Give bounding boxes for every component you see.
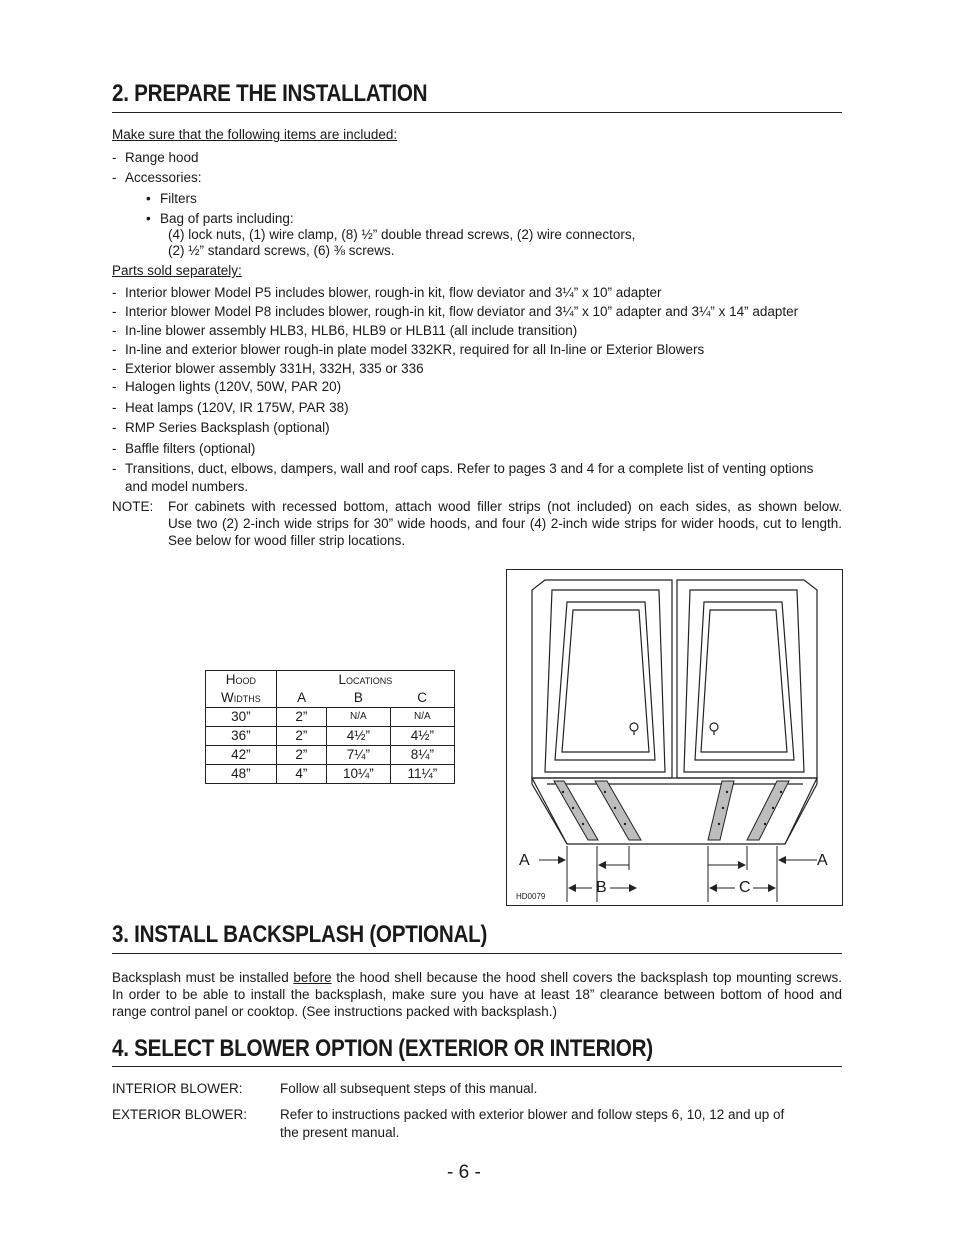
sold-item: Heat lamps (120V, IR 175W, PAR 38): [125, 400, 349, 415]
sold-item: RMP Series Backsplash (optional): [125, 420, 330, 435]
table-row: [206, 727, 455, 746]
dash: -: [112, 441, 117, 456]
sold-item: Exterior blower assembly 331H, 332H, 335 or 336: [125, 361, 424, 376]
header-widths: Widths: [221, 690, 261, 705]
label-c: C: [739, 879, 751, 896]
included-item: Accessories:: [125, 170, 202, 185]
label-b: B: [596, 879, 607, 896]
section-3-title: 3. INSTALL BACKSPLASH (OPTIONAL): [112, 921, 488, 948]
dash: -: [112, 461, 117, 476]
cell-a: 2”: [276, 746, 326, 765]
cell-b: 7¼”: [326, 746, 390, 765]
note-line: Use two (2) 2-inch wide strips for 30” wide hoods, and four (4) 2-inch wide strips for wider hoods, cut to length.: [168, 516, 842, 531]
sold-item: Halogen lights (120V, 50W, PAR 20): [125, 379, 342, 394]
sold-item: Baffle filters (optional): [125, 441, 256, 456]
table-row: [206, 765, 455, 784]
section-2-title: 2. PREPARE THE INSTALLATION: [112, 80, 428, 107]
cell-b: N/A: [326, 708, 390, 727]
interior-blower-text: Follow all subsequent steps of this manual.: [280, 1081, 538, 1096]
cell-c: 11¼”: [390, 765, 454, 784]
table-row: [206, 746, 455, 765]
table-row: [206, 708, 455, 727]
dash: -: [112, 361, 117, 376]
backsplash-text-before: before: [293, 970, 332, 985]
header-locations: Locations: [276, 671, 454, 690]
note-line: For cabinets with recessed bottom, attach wood filler strips (not included) on each sides, as shown below.: [168, 499, 842, 514]
header-hood: Hood: [225, 672, 256, 687]
backsplash-text-2: the hood shell because the hood shell covers the backsplash top mounting screws. In order to be able to install the backsplash, make sure you have at least 18” clearance between bottom of hood and range control panel or cooktop. (See instructions packed with backsplash.): [112, 970, 842, 1019]
cell-b: 10¼”: [326, 765, 390, 784]
sold-item: In-line and exterior blower rough-in plate model 332KR, required for all In-line or Exterior Blowers: [125, 342, 705, 357]
bag-line: (2) ½” standard screws, (6) ⅜ screws.: [168, 243, 395, 258]
dash: -: [112, 170, 117, 185]
dash: -: [112, 304, 117, 319]
cabinet-diagram: [506, 569, 843, 906]
figure-code: HD0079: [516, 892, 546, 901]
exterior-blower-text: Refer to instructions packed with exterior blower and follow steps 6, 10, 12 and up of: [280, 1107, 785, 1122]
accessory-item: Filters: [160, 191, 197, 206]
cell-width: 36”: [206, 727, 277, 746]
bullet: •: [146, 211, 151, 226]
cell-b: 4½”: [326, 727, 390, 746]
included-heading: Make sure that the following items are included:: [112, 127, 398, 142]
sold-item-continued: and model numbers.: [125, 479, 249, 494]
section-3-rule: [112, 953, 842, 954]
dash: -: [112, 342, 117, 357]
section-4-title: 4. SELECT BLOWER OPTION (EXTERIOR OR INTERIOR): [112, 1035, 653, 1062]
backsplash-paragraph: [112, 969, 842, 1020]
sold-heading: Parts sold separately:: [112, 263, 242, 278]
cell-a: 2”: [276, 708, 326, 727]
cell-c: 4½”: [390, 727, 454, 746]
cell-c: N/A: [390, 708, 454, 727]
bullet: •: [146, 191, 151, 206]
header-col-a: A: [276, 689, 326, 708]
cabinet-drawing: [507, 570, 844, 907]
section-4-rule: [112, 1066, 842, 1067]
sold-item: Transitions, duct, elbows, dampers, wall and roof caps. Refer to pages 3 and 4 for a complete list of venting options: [125, 461, 814, 476]
note-label: NOTE:: [112, 499, 154, 514]
sold-item: Interior blower Model P8 includes blower, rough-in kit, flow deviator and 3¼” x 10” adapter and 3¼” x 14” adapter: [125, 304, 799, 319]
sold-item: In-line blower assembly HLB3, HLB6, HLB9 or HLB11 (all include transition): [125, 323, 578, 338]
cell-c: 8¼”: [390, 746, 454, 765]
section-2-rule: [112, 112, 842, 113]
label-a-left: A: [519, 852, 530, 869]
exterior-blower-label: EXTERIOR BLOWER:: [112, 1107, 248, 1122]
included-item: Range hood: [125, 150, 199, 165]
header-col-b: B: [353, 690, 363, 705]
cell-a: 4”: [276, 765, 326, 784]
interior-blower-label: INTERIOR BLOWER:: [112, 1081, 243, 1096]
dash: -: [112, 323, 117, 338]
dash: -: [112, 400, 117, 415]
cell-a: 2”: [276, 727, 326, 746]
exterior-blower-text: the present manual.: [280, 1125, 400, 1140]
accessory-item: Bag of parts including:: [160, 211, 294, 226]
dash: -: [112, 379, 117, 394]
header-col-c: C: [417, 690, 427, 705]
bag-line: (4) lock nuts, (1) wire clamp, (8) ½” double thread screws, (2) wire connectors,: [168, 227, 636, 242]
dash: -: [112, 150, 117, 165]
cell-width: 48”: [206, 765, 277, 784]
filler-strip-table: [205, 670, 455, 784]
dash: -: [112, 420, 117, 435]
page-number: - 6 -: [447, 1162, 481, 1183]
backsplash-text-1: Backsplash must be installed: [112, 970, 294, 985]
cell-width: 30”: [206, 708, 277, 727]
note-line: See below for wood filler strip locations.: [168, 533, 406, 548]
dash: -: [112, 285, 117, 300]
label-a-right: A: [817, 852, 828, 869]
sold-item: Interior blower Model P5 includes blower, rough-in kit, flow deviator and 3¼” x 10” adapter: [125, 285, 662, 300]
cell-width: 42”: [206, 746, 277, 765]
